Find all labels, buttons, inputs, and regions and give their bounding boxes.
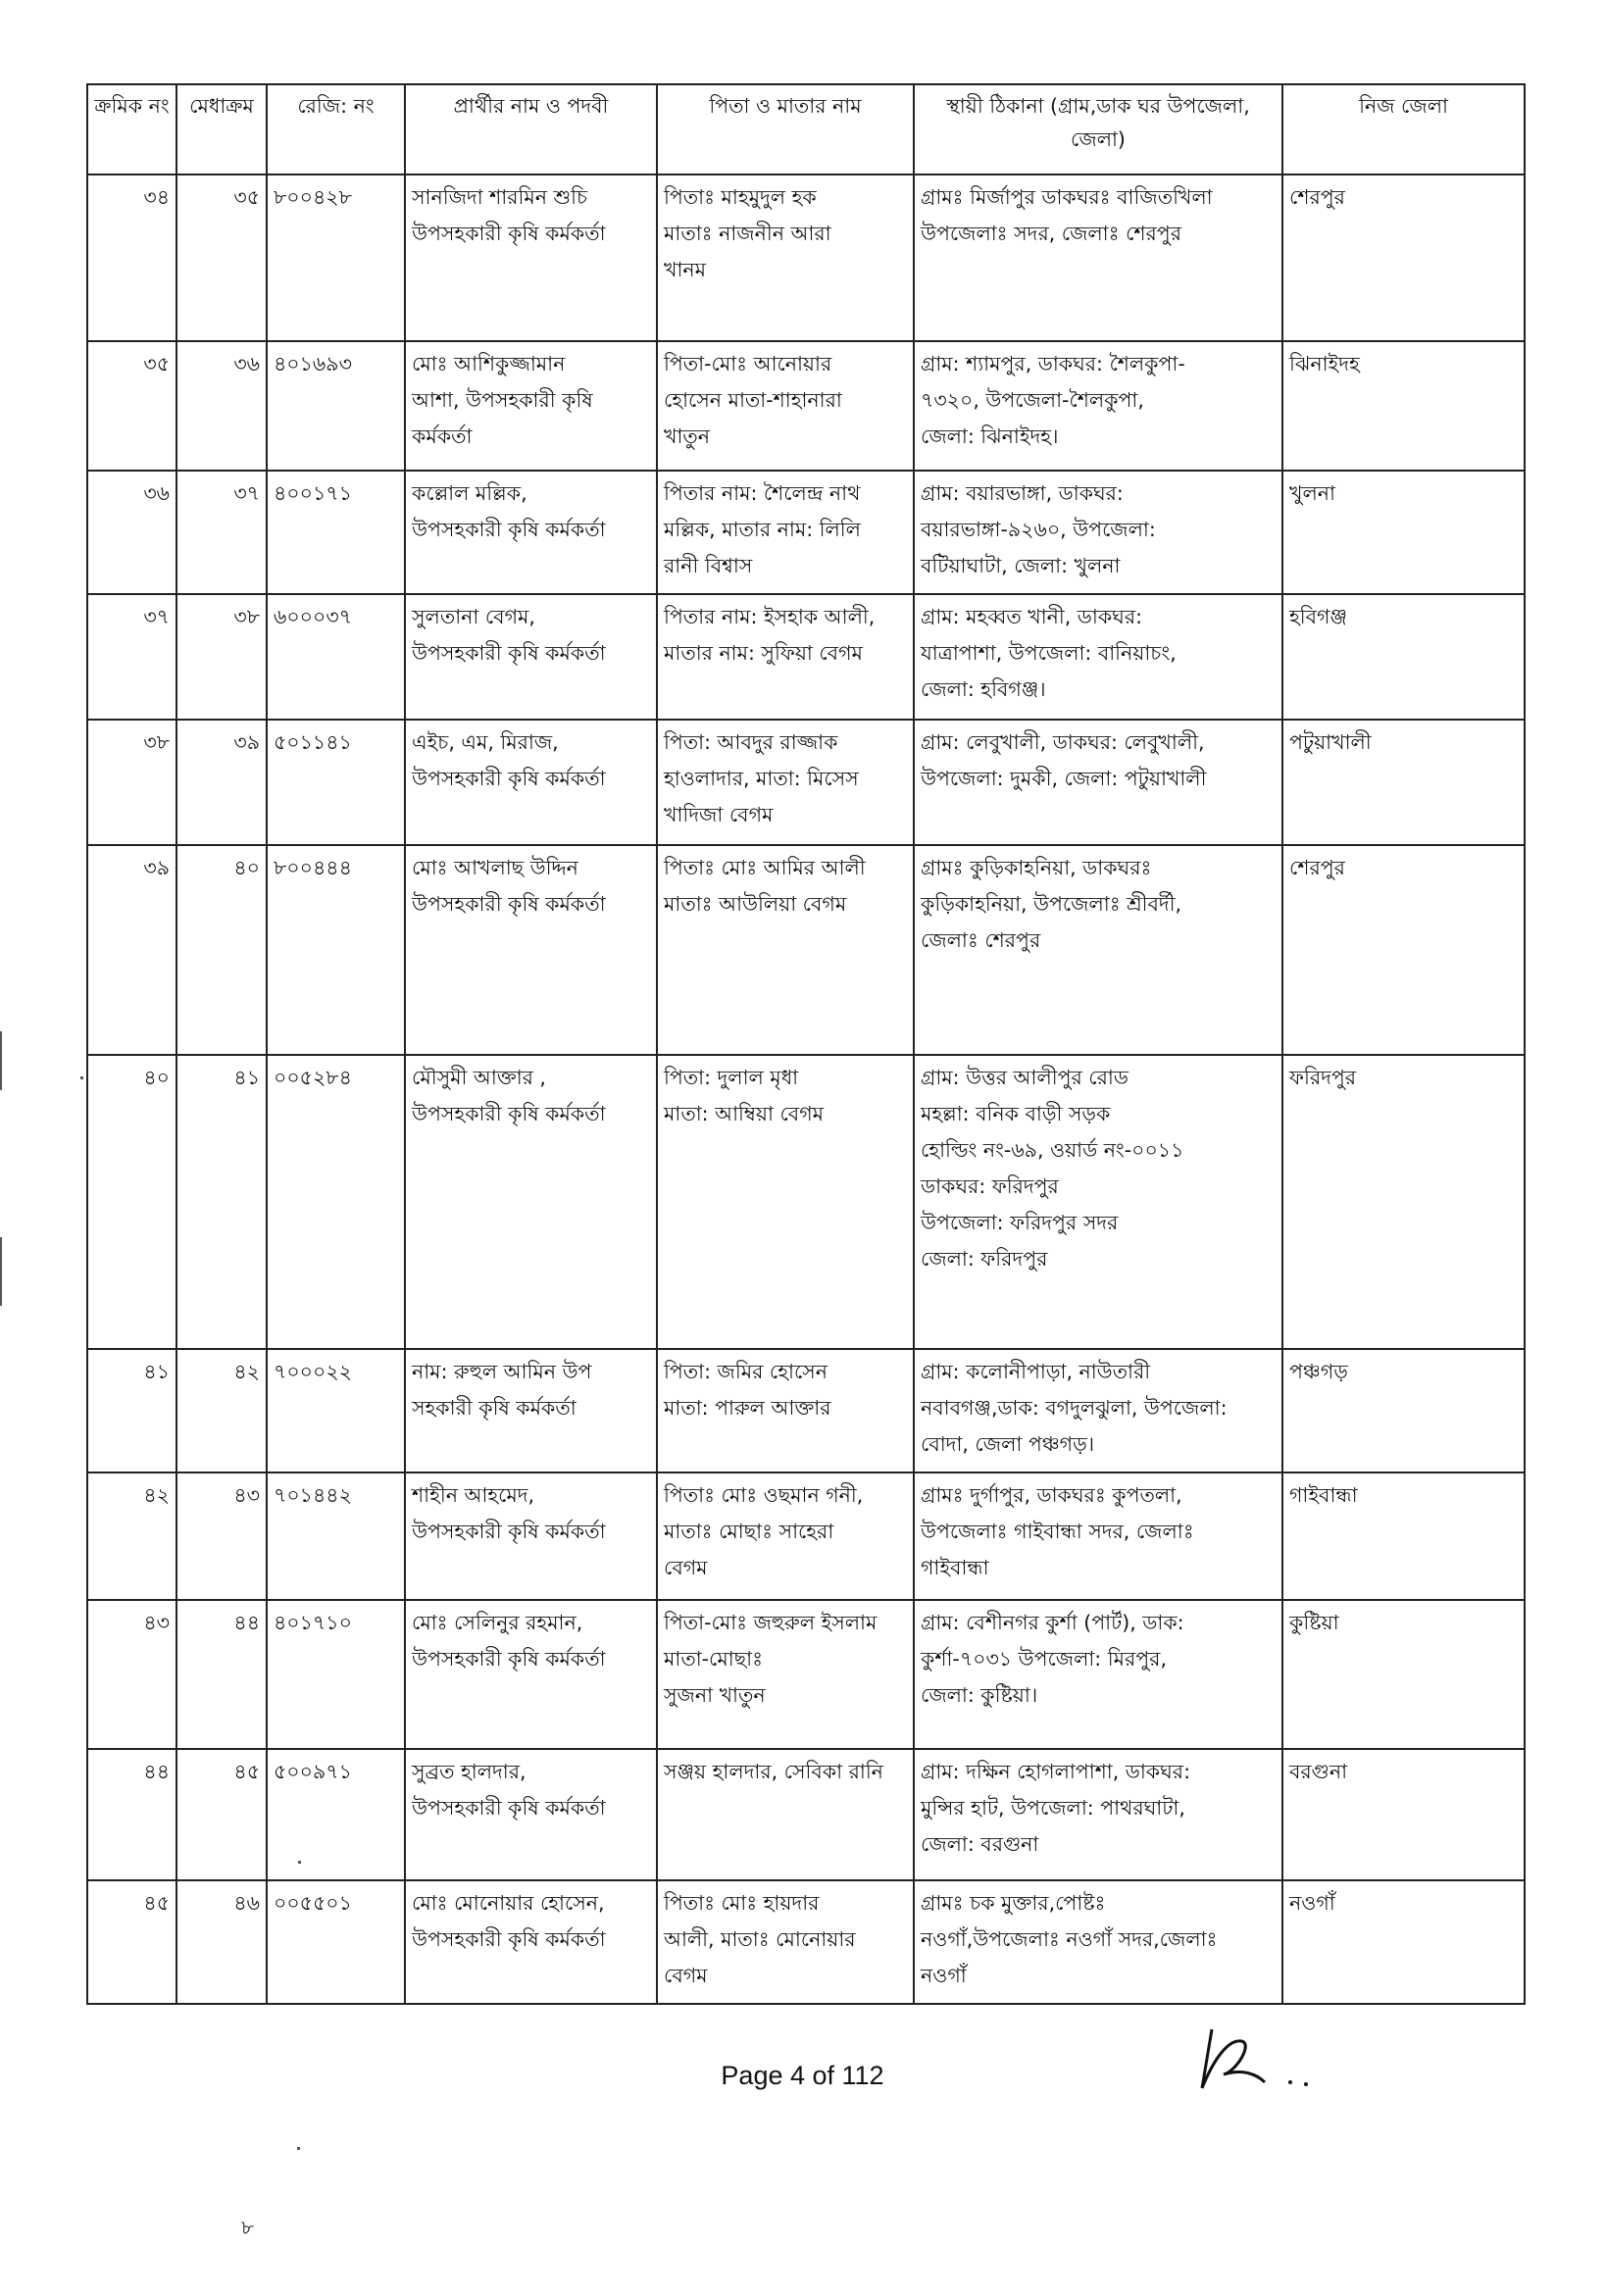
parents-line: পিতাঃ মোঃ আমির আলী — [664, 856, 866, 879]
parents-cell — [657, 594, 914, 720]
district-cell: ফরিদপুর — [1282, 1055, 1525, 1349]
table-row — [87, 1472, 1525, 1600]
reg-no-cell: ৭০১৪৪২ — [267, 1472, 405, 1600]
address-line: গ্রাম: কলোনীপাড়া, নাউতারী — [921, 1360, 1151, 1383]
parents-cell — [657, 720, 914, 845]
serial-cell: ৩৭ — [87, 594, 176, 720]
parents-line: হাওলাদার, মাতা: মিসেস — [664, 767, 859, 790]
table-row — [87, 341, 1525, 471]
address-line: নবাবগঞ্জ,ডাক: বগদুলঝুলা, উপজেলা: — [921, 1396, 1228, 1420]
reg-no-cell: ৭০০০২২ — [267, 1349, 405, 1472]
parents-cell — [657, 1600, 914, 1749]
serial-cell: ৪৩ — [87, 1600, 176, 1749]
name-line: মৌসুমী আক্তার , — [412, 1066, 546, 1089]
parents-cell — [657, 845, 914, 1055]
signature-mark — [1194, 2020, 1322, 2098]
address-line: মুন্সির হাট, উপজেলা: পাথরঘাটা, — [921, 1796, 1185, 1820]
address-line: জেলা: হবিগঞ্জ। — [921, 677, 1046, 701]
header-name-designation: প্রার্থীর নাম ও পদবী — [405, 84, 657, 175]
parents-line: পিতাঃ মোঃ ওছমান গনী, — [664, 1483, 864, 1507]
district-cell: পঞ্চগড় — [1282, 1349, 1525, 1472]
address-line: কুড়িকাহনিয়া, উপজেলাঃ শ্রীবর্দী, — [921, 892, 1182, 916]
merit-cell: ৩৬ — [176, 341, 267, 471]
address-cell — [914, 341, 1282, 471]
address-line: জেলা: কুষ্টিয়া। — [921, 1683, 1038, 1707]
reg-no-cell: ০০৫২৮৪ — [267, 1055, 405, 1349]
reg-no-cell: ৫০১১৪১ — [267, 720, 405, 845]
address-line: নওগাঁ — [921, 1964, 967, 1987]
name-line: সুলতানা বেগম, — [412, 605, 535, 628]
name-line: উপসহকারী কৃষি কর্মকর্তা — [412, 1927, 606, 1951]
name-designation-cell — [405, 1600, 657, 1749]
name-designation-cell — [405, 175, 657, 341]
header-reg-no: রেজি: নং — [267, 84, 405, 175]
parents-line: বেগম — [664, 1556, 708, 1579]
name-line: এইচ, এম, মিরাজ, — [412, 730, 559, 754]
table-row — [87, 1749, 1525, 1880]
address-line: গ্রাম: উত্তর আলীপুর রোড — [921, 1066, 1129, 1089]
parents-line: হোসেন মাতা-শাহানারা — [664, 388, 842, 412]
address-line: বোদা, জেলা পঞ্চগড়। — [921, 1432, 1095, 1456]
parents-line: খাদিজা বেগম — [664, 803, 774, 826]
address-cell — [914, 175, 1282, 341]
merit-cell: ৩৯ — [176, 720, 267, 845]
table-row — [87, 1880, 1525, 2004]
name-line: উপসহকারী কৃষি কর্মকর্তা — [412, 1520, 606, 1543]
reg-no-cell: ৪০১৭১০ — [267, 1600, 405, 1749]
merit-cell: ৪২ — [176, 1349, 267, 1472]
merit-cell: ৪৬ — [176, 1880, 267, 2004]
parents-cell — [657, 1472, 914, 1600]
serial-cell: ৩৮ — [87, 720, 176, 845]
address-line: গাইবান্ধা — [921, 1556, 989, 1579]
parents-line: মল্লিক, মাতার নাম: লিলি — [664, 518, 861, 541]
name-line: উপসহকারী কৃষি কর্মকর্তা — [412, 1796, 606, 1820]
address-line: জেলা: ঝিনাইদহ। — [921, 424, 1059, 448]
name-line: উপসহকারী কৃষি কর্মকর্তা — [412, 1647, 606, 1671]
parents-cell — [657, 471, 914, 594]
merit-cell: ৩৮ — [176, 594, 267, 720]
name-designation-cell — [405, 720, 657, 845]
parents-line: মাতাঃ মোছাঃ সাহেরা — [664, 1520, 834, 1543]
reg-no-cell: ৪০০১৭১ — [267, 471, 405, 594]
page-number: Page 4 of 112 — [721, 2061, 884, 2090]
merit-cell: ৩৫ — [176, 175, 267, 341]
district-cell: কুষ্টিয়া — [1282, 1600, 1525, 1749]
address-cell — [914, 1055, 1282, 1349]
address-cell — [914, 1749, 1282, 1880]
parents-line: মাতার নাম: সুফিয়া বেগম — [664, 641, 863, 665]
table-row — [87, 594, 1525, 720]
name-designation-cell — [405, 1880, 657, 2004]
table-row — [87, 845, 1525, 1055]
parents-line: পিতা: জমির হোসেন — [664, 1360, 828, 1383]
name-designation-cell — [405, 341, 657, 471]
scan-dot — [80, 1076, 83, 1079]
reg-no-cell: ৫০০৯৭১ — [267, 1749, 405, 1880]
district-cell: খুলনা — [1282, 471, 1525, 594]
parents-line: পিতাঃ মোঃ হায়দার — [664, 1891, 820, 1915]
address-cell — [914, 720, 1282, 845]
name-line: উপসহকারী কৃষি কর্মকর্তা — [412, 892, 606, 916]
address-line: গ্রাম: বেশীনগর কুর্শা (পার্ট), ডাক: — [921, 1611, 1184, 1634]
parents-cell — [657, 341, 914, 471]
address-line: জেলাঃ শেরপুর — [921, 928, 1041, 952]
parents-line: পিতা-মোঃ জহুরুল ইসলাম — [664, 1611, 878, 1634]
table-row — [87, 175, 1525, 341]
header-address: স্থায়ী ঠিকানা (গ্রাম,ডাক ঘর উপজেলা, জেলা) — [914, 84, 1282, 175]
address-line: যাত্রাপাশা, উপজেলা: বানিয়াচং, — [921, 641, 1177, 665]
address-line: গ্রামঃ চক মুক্তার,পোষ্টঃ — [921, 1891, 1106, 1915]
parents-line: পিতার নাম: ইসহাক আলী, — [664, 605, 876, 628]
table-header-row — [87, 84, 1525, 175]
address-cell — [914, 1880, 1282, 2004]
address-cell — [914, 1349, 1282, 1472]
merit-cell: ৪৩ — [176, 1472, 267, 1600]
name-line: উপসহকারী কৃষি কর্মকর্তা — [412, 1102, 606, 1125]
address-line: ডাকঘর: ফরিদপুর — [921, 1174, 1059, 1198]
name-line: সুব্রত হালদার, — [412, 1760, 527, 1783]
reg-no-cell: ৮০০৪২৮ — [267, 175, 405, 341]
reg-no-cell: ৪০১৬৯৩ — [267, 341, 405, 471]
address-line: বয়ারভাঙ্গা-৯২৬০, উপজেলা: — [921, 518, 1156, 541]
parents-line: মাতা-মোছাঃ — [664, 1647, 763, 1671]
parents-line: খানম — [664, 258, 707, 281]
merit-cell: ৩৭ — [176, 471, 267, 594]
name-designation-cell — [405, 845, 657, 1055]
parents-line: মাতাঃ আউলিয়া বেগম — [664, 892, 847, 916]
parents-line: মাতা: আম্বিয়া বেগম — [664, 1102, 825, 1125]
district-cell: বরগুনা — [1282, 1749, 1525, 1880]
address-line: গ্রাম: বয়ারভাঙ্গা, ডাকঘর: — [921, 481, 1124, 505]
scan-dot — [297, 2147, 300, 2150]
name-line: কল্লোল মল্লিক, — [412, 481, 527, 505]
name-line: উপসহকারী কৃষি কর্মকর্তা — [412, 641, 606, 665]
address-line: মহল্লা: বনিক বাড়ী সড়ক — [921, 1102, 1111, 1125]
address-line: গ্রাম: মহব্বত খানী, ডাকঘর: — [921, 605, 1143, 628]
address-line: উপজেলাঃ সদর, জেলাঃ শেরপুর — [921, 222, 1181, 245]
parents-cell — [657, 175, 914, 341]
parents-line: মাতা: পারুল আক্তার — [664, 1396, 831, 1420]
scan-edge — [0, 1031, 2, 1090]
name-designation-cell — [405, 471, 657, 594]
parents-line: পিতা: দুলাল মৃধা — [664, 1066, 799, 1089]
name-designation-cell — [405, 1349, 657, 1472]
address-line: উপজেলাঃ গাইবান্ধা সদর, জেলাঃ — [921, 1520, 1194, 1543]
serial-cell: ৪৫ — [87, 1880, 176, 2004]
address-line: বটিয়াঘাটা, জেলা: খুলনা — [921, 554, 1121, 577]
table-row — [87, 1600, 1525, 1749]
district-cell: ঝিনাইদহ — [1282, 341, 1525, 471]
address-cell — [914, 845, 1282, 1055]
name-designation-cell — [405, 1055, 657, 1349]
parents-cell — [657, 1749, 914, 1880]
table-body — [87, 175, 1525, 2004]
name-line: সহকারী কৃষি কর্মকর্তা — [412, 1396, 577, 1420]
address-line: কুর্শা-৭০৩১ উপজেলা: মিরপুর, — [921, 1647, 1167, 1671]
parents-line: বেগম — [664, 1964, 708, 1987]
address-line: নওগাঁ,উপজেলাঃ নওগাঁ সদর,জেলাঃ — [921, 1927, 1218, 1951]
address-line: গ্রামঃ কুড়িকাহনিয়া, ডাকঘরঃ — [921, 856, 1152, 879]
parents-line: পিতা: আবদুর রাজ্জাক — [664, 730, 838, 754]
name-line: মোঃ সেলিনুর রহমান, — [412, 1611, 583, 1634]
scan-dot — [298, 1861, 301, 1864]
scan-edge — [0, 1237, 2, 1306]
address-line: গ্রামঃ মির্জাপুর ডাকঘরঃ বাজিতখিলা — [921, 185, 1213, 209]
name-line: মোঃ মোনোয়ার হোসেন, — [412, 1891, 605, 1915]
parents-cell — [657, 1349, 914, 1472]
merit-cell: ৪৫ — [176, 1749, 267, 1880]
header-district: নিজ জেলা — [1282, 84, 1525, 175]
reg-no-cell: ৬০০০৩৭ — [267, 594, 405, 720]
reg-no-cell: ০০৫৫০১ — [267, 1880, 405, 2004]
parents-line: পিতাঃ মাহমুদুল হক — [664, 185, 817, 209]
serial-cell: ৩৯ — [87, 845, 176, 1055]
reg-no-cell: ৮০০৪৪৪ — [267, 845, 405, 1055]
address-cell — [914, 471, 1282, 594]
table-row — [87, 1349, 1525, 1472]
address-line: গ্রাম: শ্যামপুর, ডাকঘর: শৈলকুপা- — [921, 352, 1185, 375]
header-serial: ক্রমিক নং — [87, 84, 176, 175]
address-line: ৭৩২০, উপজেলা-শৈলকুপা, — [921, 388, 1144, 412]
merit-cell: ৪৪ — [176, 1600, 267, 1749]
parents-line: সুজনা খাতুন — [664, 1683, 766, 1707]
address-line: উপজেলা: দুমকী, জেলা: পটুয়াখালী — [921, 767, 1207, 790]
table-row — [87, 720, 1525, 845]
address-cell — [914, 594, 1282, 720]
table-row — [87, 471, 1525, 594]
header-merit: মেধাক্রম — [176, 84, 267, 175]
candidate-table — [86, 83, 1526, 2005]
serial-cell: ৪৪ — [87, 1749, 176, 1880]
parents-line: পিতার নাম: শৈলেন্দ্র নাথ — [664, 481, 861, 505]
merit-cell: ৪১ — [176, 1055, 267, 1349]
district-cell: পটুয়াখালী — [1282, 720, 1525, 845]
address-line: জেলা: ফরিদপুর — [921, 1247, 1048, 1271]
address-line: জেলা: বরগুনা — [921, 1832, 1039, 1856]
address-line: গ্রাম: লেবুখালী, ডাকঘর: লেবুখালী, — [921, 730, 1205, 754]
name-line: নাম: রুহুল আমিন উপ — [412, 1360, 592, 1383]
parents-cell — [657, 1055, 914, 1349]
address-line: উপজেলা: ফরিদপুর সদর — [921, 1211, 1119, 1234]
name-line: উপসহকারী কৃষি কর্মকর্তা — [412, 222, 606, 245]
address-cell — [914, 1472, 1282, 1600]
parents-line: পিতা-মোঃ আনোয়ার — [664, 352, 832, 375]
parents-line: আলী, মাতাঃ মোনোয়ার — [664, 1927, 856, 1951]
name-line: আশা, উপসহকারী কৃষি — [412, 388, 593, 412]
name-line: শাহীন আহমেদ, — [412, 1483, 535, 1507]
district-cell: গাইবান্ধা — [1282, 1472, 1525, 1600]
parents-line: রানী বিশ্বাস — [664, 554, 753, 577]
serial-cell: ৪১ — [87, 1349, 176, 1472]
serial-cell: ৩৪ — [87, 175, 176, 341]
district-cell: শেরপুর — [1282, 845, 1525, 1055]
serial-cell: ৪২ — [87, 1472, 176, 1600]
header-parents: পিতা ও মাতার নাম — [657, 84, 914, 175]
name-designation-cell — [405, 594, 657, 720]
merit-cell: ৪০ — [176, 845, 267, 1055]
name-line: মোঃ আখলাছ উদ্দিন — [412, 856, 578, 879]
serial-cell: ৩৫ — [87, 341, 176, 471]
name-line: উপসহকারী কৃষি কর্মকর্তা — [412, 767, 606, 790]
serial-cell: ৪০ — [87, 1055, 176, 1349]
address-line: হোল্ডিং নং-৬৯, ওয়ার্ড নং-০০১১ — [921, 1138, 1184, 1162]
parents-line: মাতাঃ নাজনীন আরা — [664, 222, 831, 245]
name-designation-cell — [405, 1472, 657, 1600]
name-designation-cell — [405, 1749, 657, 1880]
name-line: উপসহকারী কৃষি কর্মকর্তা — [412, 518, 606, 541]
district-cell: হবিগঞ্জ — [1282, 594, 1525, 720]
stray-mark: ৮ — [241, 2216, 254, 2239]
name-line: সানজিদা শারমিন শুচি — [412, 185, 588, 209]
parents-line: সঞ্জয় হালদার, সেবিকা রানি — [664, 1760, 883, 1783]
address-line: গ্রামঃ দুর্গাপুর, ডাকঘরঃ কুপতলা, — [921, 1483, 1182, 1507]
table-row — [87, 1055, 1525, 1349]
address-cell — [914, 1600, 1282, 1749]
parents-cell — [657, 1880, 914, 2004]
serial-cell: ৩৬ — [87, 471, 176, 594]
name-line: মোঃ আশিকুজ্জামান — [412, 352, 566, 375]
district-cell: শেরপুর — [1282, 175, 1525, 341]
name-line: কর্মকর্তা — [412, 424, 473, 448]
address-line: গ্রাম: দক্ষিন হোগলাপাশা, ডাকঘর: — [921, 1760, 1190, 1783]
district-cell: নওগাঁ — [1282, 1880, 1525, 2004]
parents-line: খাতুন — [664, 424, 711, 448]
